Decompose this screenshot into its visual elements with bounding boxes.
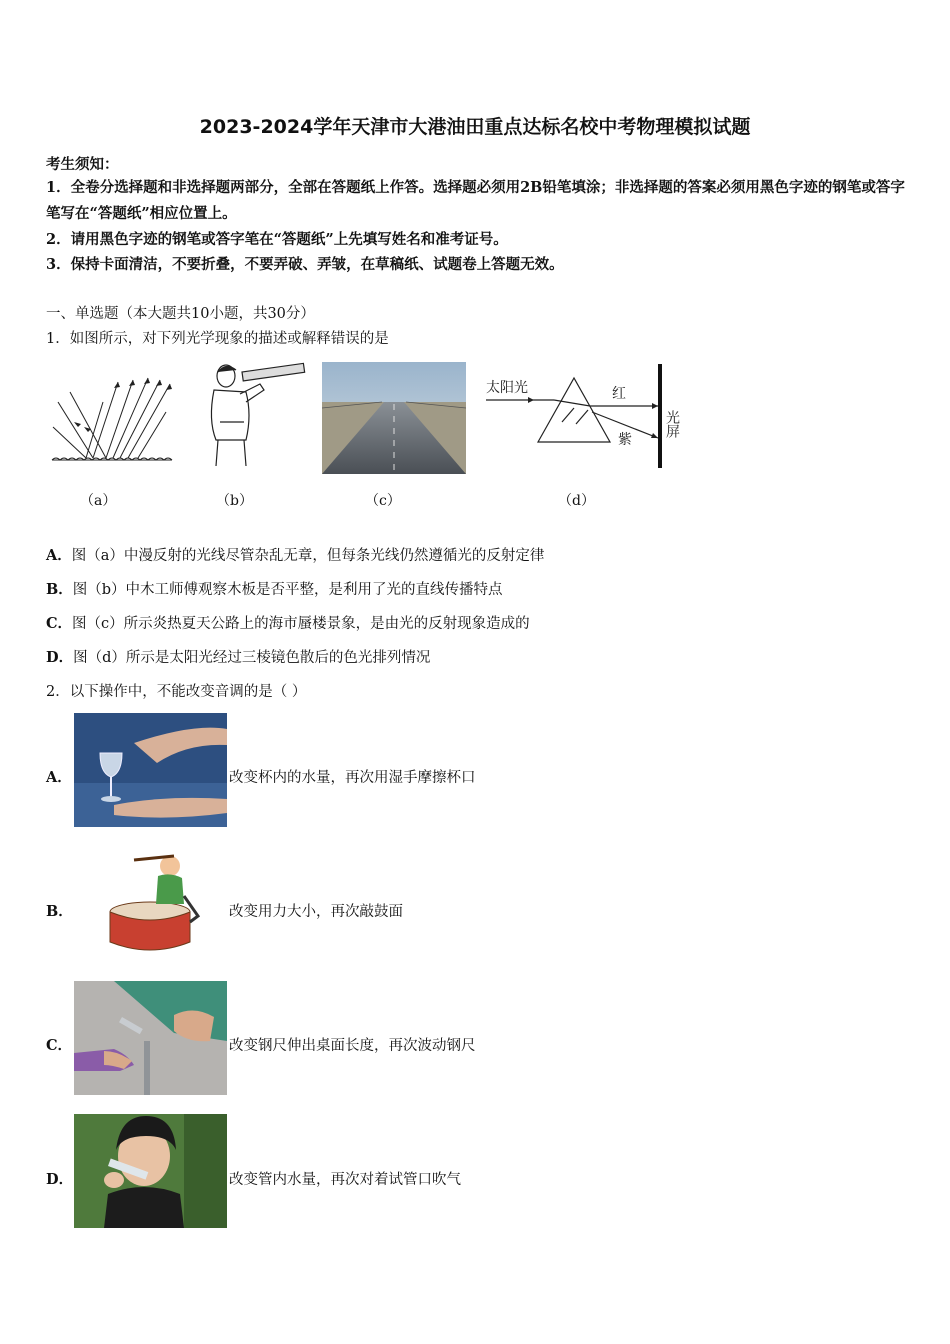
caption-d: （d） (558, 493, 595, 509)
q2-option-c-text[interactable]: 改变钢尺伸出桌面长度，再次波动钢尺 (229, 1038, 476, 1054)
q1-stem: 1．如图所示，对下列光学现象的描述或解释错误的是 (46, 331, 389, 347)
prism-label-screen: 光屏 (664, 410, 680, 438)
q2-option-d-text[interactable]: 改变管内水量，再次对着试管口吹气 (229, 1172, 461, 1188)
q2-option-d-letter[interactable]: D． (46, 1171, 74, 1188)
figure-d-prism-dispersion (484, 362, 694, 474)
caption-a: （a） (80, 493, 117, 509)
figure-a-diffuse-reflection (48, 372, 176, 468)
q2-image-a-glass (74, 713, 227, 827)
prism-label-red: 红 (612, 386, 626, 402)
q2-option-a-text[interactable]: 改变杯内的水量，再次用湿手摩擦杯口 (229, 770, 476, 786)
q1-option-b[interactable]: B．图（b）中木工师傅观察木板是否平整，是利用了光的直线传播特点 (46, 581, 503, 598)
q1-option-a[interactable]: A．图（a）中漫反射的光线尽管杂乱无章，但每条光线仍然遵循光的反射定律 (46, 547, 545, 564)
page-title: 2023-2024学年天津市大港油田重点达标名校中考物理模拟试题 (199, 116, 751, 138)
notice-2: 2．请用黑色字迹的钢笔或答字笔在“答题纸”上先填写姓名和准考证号。 (46, 231, 508, 248)
q2-image-c-ruler (74, 981, 227, 1095)
q2-option-b-text[interactable]: 改变用力大小，再次敲鼓面 (229, 904, 403, 920)
q1-option-d[interactable]: D．图（d）所示是太阳光经过三棱镜色散后的色光排列情况 (46, 649, 431, 666)
prism-label-sun: 太阳光 (486, 380, 528, 396)
notice-3: 3．保持卡面清洁，不要折叠，不要弄破、弄皱，在草稿纸、试题卷上答题无效。 (46, 256, 564, 273)
section-heading: 一、单选题（本大题共10小题，共30分） (46, 306, 315, 322)
caption-c: （c） (365, 493, 401, 509)
q2-option-a-letter[interactable]: A． (46, 769, 72, 786)
q2-option-b-letter[interactable]: B． (46, 903, 73, 920)
q1-option-c[interactable]: C．图（c）所示炎热夏天公路上的海市蜃楼景象，是由光的反射现象造成的 (46, 615, 530, 632)
notice-heading: 考生须知： (46, 156, 119, 173)
q2-stem: 2．以下操作中，不能改变音调的是（ ） (46, 684, 307, 700)
prism-label-violet: 紫 (618, 432, 632, 448)
caption-b: （b） (216, 493, 253, 509)
q2-image-d-girl (74, 1114, 227, 1228)
q2-image-b-drum (74, 846, 227, 960)
figure-c-road-mirage (322, 362, 466, 474)
notice-1: 1．全卷分选择题和非选择题两部分，全部在答题纸上作答。选择题必须用2B铅笔填涂；非选择题的答案必须用黑色字迹的钢笔或答字笔写在“答题纸”相应位置上。 (46, 179, 905, 222)
figure-b-carpenter (200, 362, 310, 472)
q2-option-c-letter[interactable]: C． (46, 1037, 73, 1054)
